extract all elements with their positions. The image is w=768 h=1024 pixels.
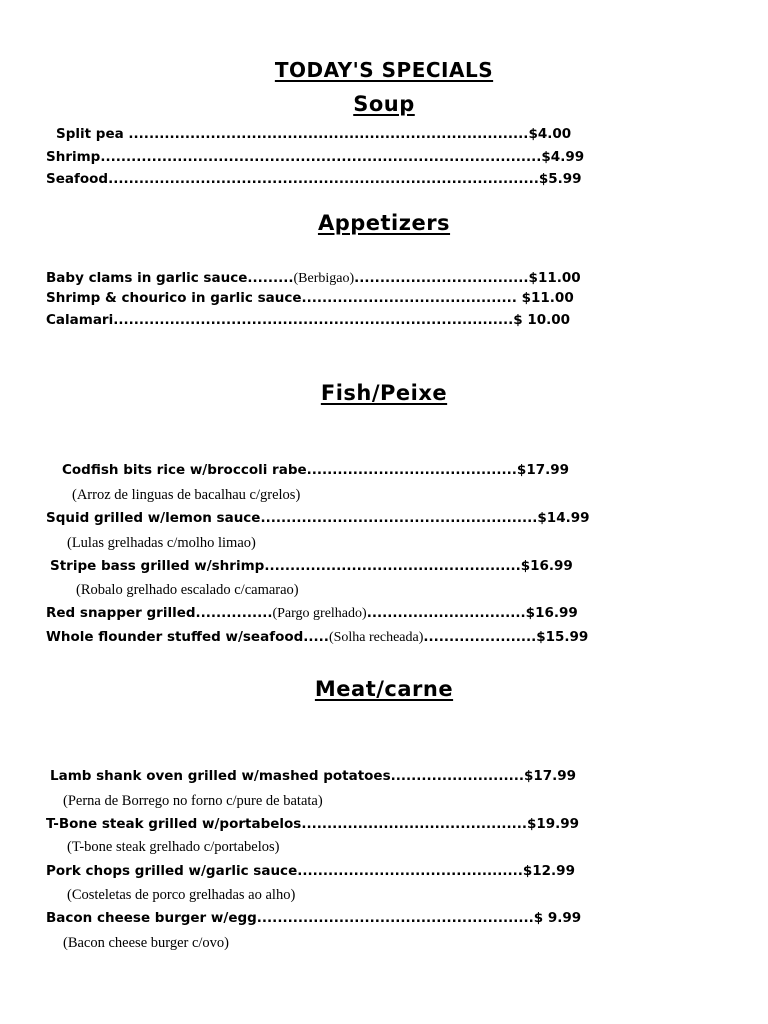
menu-item-translation: (Robalo grelhado escalado c/camarao) bbox=[76, 582, 299, 598]
menu-item: Pork chops grilled w/garlic sauce............................................$12.99 bbox=[46, 863, 575, 879]
menu-item: Stripe bass grilled w/shrimp..................................................$16.99 bbox=[50, 558, 573, 574]
menu-item-translation: (Bacon cheese burger c/ovo) bbox=[63, 935, 230, 951]
menu-item: Squid grilled w/lemon sauce......................................................$14.99 bbox=[46, 510, 590, 526]
menu-item-translation: (Lulas grelhadas c/molho limao) bbox=[67, 535, 256, 551]
section-heading-soup: Soup bbox=[353, 92, 415, 116]
menu-item: Shrimp......................................................................................$4.99 bbox=[46, 149, 585, 165]
menu-item: Red snapper grilled...............(Pargo grelhado)...............................$16.99 bbox=[46, 605, 578, 621]
section-heading-meat: Meat/carne bbox=[314, 677, 454, 701]
menu-item: Codfish bits rice w/broccoli rabe.........................................$17.99 bbox=[62, 462, 570, 478]
page-title: TODAY'S SPECIALS bbox=[274, 58, 494, 82]
menu-item-translation: (Arroz de linguas de bacalhau c/grelos) bbox=[72, 487, 301, 503]
menu-item: Whole flounder stuffed w/seafood.....(Solha recheada)......................$15.99 bbox=[46, 629, 589, 645]
menu-item: Shrimp & chourico in garlic sauce.......................................... $11.00 bbox=[46, 290, 574, 306]
section-heading-fish: Fish/Peixe bbox=[320, 381, 448, 405]
menu-item: Lamb shank oven grilled w/mashed potatoes..........................$17.99 bbox=[50, 768, 577, 784]
section-heading-appetizers: Appetizers bbox=[317, 211, 451, 235]
menu-item: T-Bone steak grilled w/portabelos............................................$19.99 bbox=[46, 816, 580, 832]
menu-item-translation: (Costeletas de porco grelhadas ao alho) bbox=[67, 887, 296, 903]
menu-item: Split pea ..............................................................................$4.00 bbox=[56, 126, 572, 142]
menu-item: Calamari..............................................................................$ 10.00 bbox=[46, 312, 571, 328]
menu-item-translation: (T-bone steak grelhado c/portabelos) bbox=[67, 839, 280, 855]
menu-item: Bacon cheese burger w/egg......................................................$ 9.99 bbox=[46, 910, 582, 926]
menu-item: Seafood....................................................................................$5.99 bbox=[46, 171, 582, 187]
menu-item: Baby clams in garlic sauce.........(Berbigao)..................................$11.00 bbox=[46, 270, 581, 286]
menu-item-translation: (Perna de Borrego no forno c/pure de batata) bbox=[63, 793, 323, 809]
